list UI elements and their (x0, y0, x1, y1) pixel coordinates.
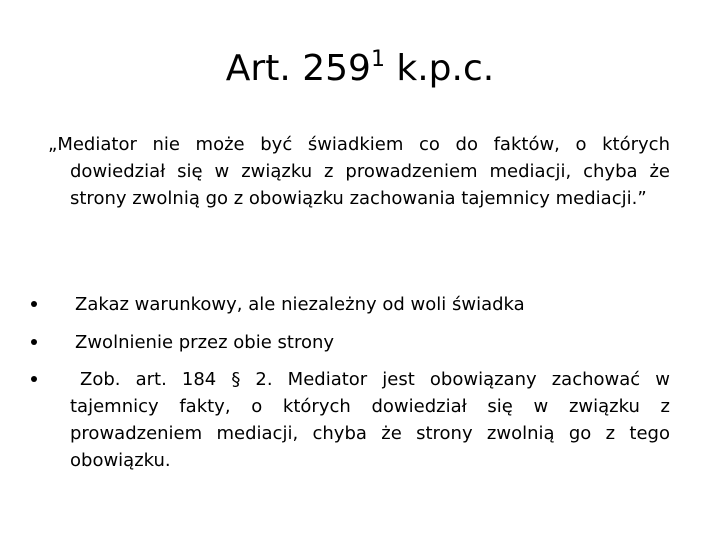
bullet-text: Zakaz warunkowy, ale niezależny od woli świadka (75, 294, 525, 315)
bullet-dot-icon (31, 301, 37, 307)
slide-title (0, 44, 720, 94)
bullet-text: Zob. art. 184 § 2. Mediator jest obowiązany zachować w tajemnicy fakty, o których dowiedział się w związku z prowadzeniem mediacji, chyba że strony zwolnią go z tego obowiązku. (70, 369, 670, 471)
title-suffix: k.p.c. (384, 48, 495, 89)
title-superscript: 1 (370, 47, 385, 72)
article-quote: „Mediator nie może być świadkiem co do faktów, o których dowiedział się w związku z prowadzeniem mediacji, chyba że strony zwolnią go z obowiązku zachowania tajemnicy mediacji.” (48, 134, 670, 209)
bullet-dot-icon (31, 376, 37, 382)
bullet-dot-icon (31, 339, 37, 345)
title-main: Art. 259 (225, 48, 371, 89)
bullet-text: Zwolnienie przez obie strony (75, 332, 335, 353)
